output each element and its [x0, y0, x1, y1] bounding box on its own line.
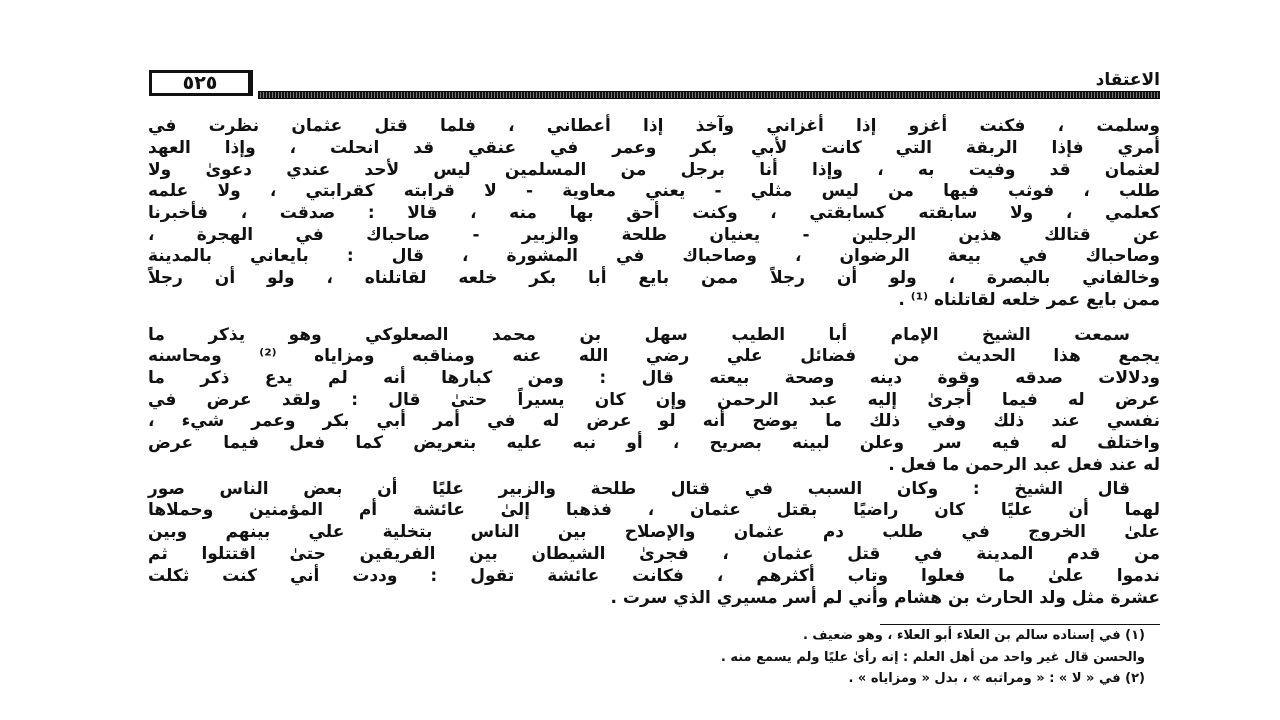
header-rule [258, 91, 1160, 99]
text-line: لعثمان قد وفيت به ، وإذا أنا برجل من المسلمين ليس لأحد عندي دعوىٰ ولا [148, 160, 1160, 180]
text-line: له عند فعل عبد الرحمن ما فعل . [888, 455, 1160, 475]
text-line: كعلمي ، ولا سابقته كسابقتي ، وكنت أحق بها منه ، قالا : صدقت ، فأخبرنا [148, 203, 1160, 223]
text-line: عشرة مثل ولد الحارث بن هشام وأني لم أسر مسيري الذي سرت . [610, 588, 1160, 608]
footnote-2: (٢) في « لا » : « ومراتبه » ، بدل « ومزاياه » . [848, 671, 1145, 686]
text-line: ندموا علىٰ ما فعلوا وتاب أكثرهم ، فكانت عائشة تقول : وددت أني كنت ثكلت [148, 566, 1160, 586]
header-title: الاعتقاد [1095, 70, 1160, 90]
text-line: وخالفاني بالبصرة ، ولو أن رجلاً ممن بايع أبا بكر خلعه لقاتلناه ، ولو أن رجلاً [148, 268, 1160, 288]
text-line: من قدم المدينة في قتل عثمان ، فجرىٰ الشيطان بين الفريقين حتىٰ اقتتلوا ثم [148, 544, 1160, 564]
page-number: ٥٢٥ [149, 70, 253, 96]
text-line: واختلف له فيه سر وعلن لبينه بصريح ، أو نبه عليه بتعريض كما فعل فيما عرض [148, 433, 1160, 453]
text-line: عرض له فيما أجرىٰ إليه عبد الرحمن وإن كان يسيراً حتىٰ قال : ولقد عرض في [148, 390, 1160, 410]
footnote-1-continued: والحسن قال غير واحد من أهل العلم : إنه رأىٰ عليًا ولم يسمع منه . [720, 650, 1145, 665]
text-line: يجمع هذا الحديث من فضائل علي رضي الله عنه ومناقبه ومزاياه ⁽²⁾ ومحاسنه [148, 346, 1160, 366]
text-line: وصاحباك في بيعة الرضوان ، وصاحباك في المشورة ، قال : بايعاني بالمدينة [148, 246, 1160, 266]
footnote-separator [880, 624, 1160, 625]
text-line: طلب ، فوثب فيها من ليس مثلي - يعني معاوية - لا قرابته كقرابتي ، ولا علمه [148, 181, 1160, 201]
text-line: أمري فإذا الربقة التي كانت لأبي بكر وعمر في عنقي قد انحلت ، وإذا العهد [148, 138, 1160, 158]
text-line: عن قتالك هذين الرجلين - يعنيان طلحة والزبير - صاحباك في الهجرة ، [148, 225, 1160, 245]
text-line: لهما أن عليًا كان راضيًا بقتل عثمان ، فذهبا إلىٰ عائشة أم المؤمنين وحملاها [148, 500, 1160, 520]
footnote-1: (١) في إسناده سالم بن العلاء أبو العلاء ، وهو ضعيف . [802, 628, 1145, 643]
text-line: سمعت الشيخ الإمام أبا الطيب سهل بن محمد الصعلوكي وهو يذكر ما [148, 325, 1130, 345]
text-line: نفسي عند ذلك وفي ذلك ما يوضح أنه لو عرض له في أمر أبي بكر وعمر شيء ، [148, 411, 1160, 431]
text-line: علىٰ الخروج في طلب دم عثمان والإصلاح بين الناس بتخلية علي بينهم وبين [148, 522, 1160, 542]
text-line: ممن بايع عمر خلعه لقاتلناه ⁽¹⁾ . [898, 290, 1160, 310]
text-line: قال الشيخ : وكان السبب في قتال طلحة والزبير عليًا أن بعض الناس صور [148, 479, 1130, 499]
text-line: ودلالات صدقه وقوة دينه وصحة بيعته قال : ومن كبارها أنه لم يدع ذكر ما [148, 368, 1160, 388]
text-line: وسلمت ، فكنت أغزو إذا أغزاني وآخذ إذا أعطاني ، فلما قتل عثمان نظرت في [148, 116, 1160, 136]
